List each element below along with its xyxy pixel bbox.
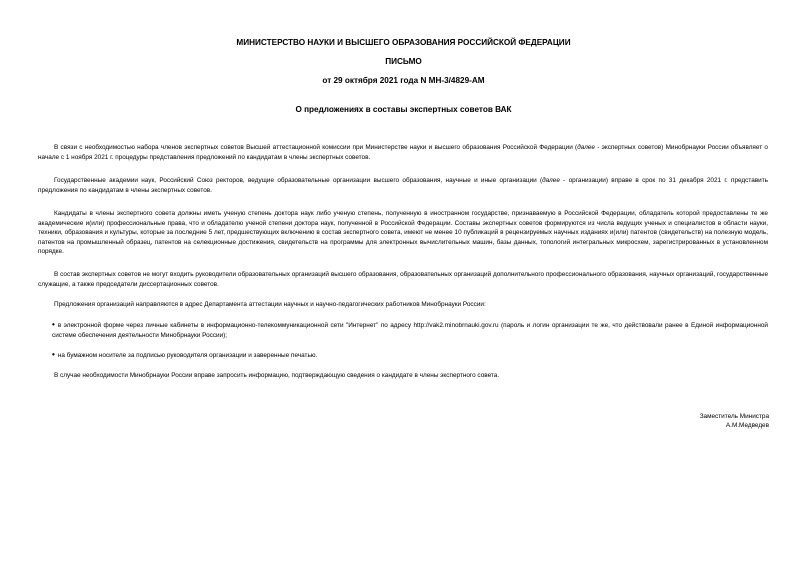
paragraph-1-start: В связи с необходимостью набора членов экспертных советов Высшей аттестационной комиссии при Министерстве науки и высшего образования Российской Федерации ( [54, 144, 578, 151]
document-type: ПИСЬМО [385, 57, 422, 66]
bullet-icon: • [52, 320, 55, 329]
paragraph-3-text: Кандидаты в члены экспертного совета должны иметь ученую степень доктора наук либо ученую степень, полученную в иностранном государстве, признаваемую в Российской Федерации, обладатель которой предоставлены те же академические и(или) профессиональные права, что и обладателю ученой степени доктора наук, полученной в Российской Федерации. Составы экспертных советов формируются из числа ведущих ученых и специалистов в области науки, техники, образования и культуры, которые за последние 5 лет, предшествующих включению в состав экспертного совета, имеют не менее 10 публикаций в рецензируемых научных изданиях и(или) патентов (свидетельств) на полезную модель, патентов на промышленный образец, патентов на селекционные достижения, свидетельств на программы для электронных вычислительных машин, базы данных, топологий интегральных микросхем, зарегистрированных в установленном порядке. [38, 210, 768, 255]
document-subject: О предложениях в составы экспертных советов ВАК [295, 105, 512, 114]
paragraph-1 [38, 143, 768, 162]
paragraph-5 [38, 300, 768, 310]
paragraph-4 [38, 270, 768, 289]
signature-block [700, 412, 769, 430]
paragraph-4-text: В состав экспертных советов не могут входить руководители образовательных организаций высшего образования, образовательных организаций дополнительного профессионального образования, научных организаций, государственные служащие, а также председатели диссертационных советов. [38, 271, 768, 288]
paragraph-2-start: Государственные академии наук, Российский Союз ректоров, ведущие образовательные организации высшего образования, научные и иные организации ( [54, 177, 543, 184]
paragraph-1-italic: далее [577, 144, 595, 151]
ministry-heading: МИНИСТЕРСТВО НАУКИ И ВЫСШЕГО ОБРАЗОВАНИЯ РОССИЙСКОЙ ФЕДЕРАЦИИ [236, 38, 571, 47]
paragraph-6 [38, 371, 768, 381]
list-item-electronic [52, 320, 768, 340]
paragraph-3 [38, 209, 768, 257]
list-item-paper [52, 350, 768, 361]
paragraph-2 [38, 176, 768, 195]
list-item-paper-text: на бумажном носителе за подписью руководителя организации и заверенные печатью. [57, 352, 318, 359]
list-item-electronic-text: в электронной форме через личные кабинеты в информационно-телекоммуникационной сети "Интернет" по адресу http://vak2.minobrnauki.gov.ru (пароль и логин организации те же, что действовали ранее в Единой информационной системе обеспечения деятельности Минобрнауки России); [52, 322, 768, 339]
paragraph-6-text: В случае необходимости Минобрнауки России вправе запросить информацию, подтверждающую сведения о кандидате в члены экспертного совета. [54, 372, 500, 379]
paragraph-2-italic: далее [542, 177, 560, 184]
signatory-name: А.М.Медведев [725, 422, 769, 429]
signatory-position: Заместитель Министра [699, 413, 769, 420]
bullet-icon: • [52, 350, 55, 359]
paragraph-2-end: - организации) вправе в срок по 31 декабря 2021 г. представить предложения по кандидатам в члены экспертных советов. [38, 177, 768, 194]
document-date-number: от 29 октября 2021 года N МН-3/4829-АМ [322, 76, 485, 85]
paragraph-5-text: Предложения организаций направляются в адрес Департамента аттестации научных и научно-педагогических работников Минобрнауки России: [54, 301, 486, 308]
paragraph-1-end: - экспертных советов) Минобрнауки России объявляет о начале с 1 ноября 2021 г. процедуры представления предложений по кандидатам в члены экспертных советов. [38, 144, 768, 161]
